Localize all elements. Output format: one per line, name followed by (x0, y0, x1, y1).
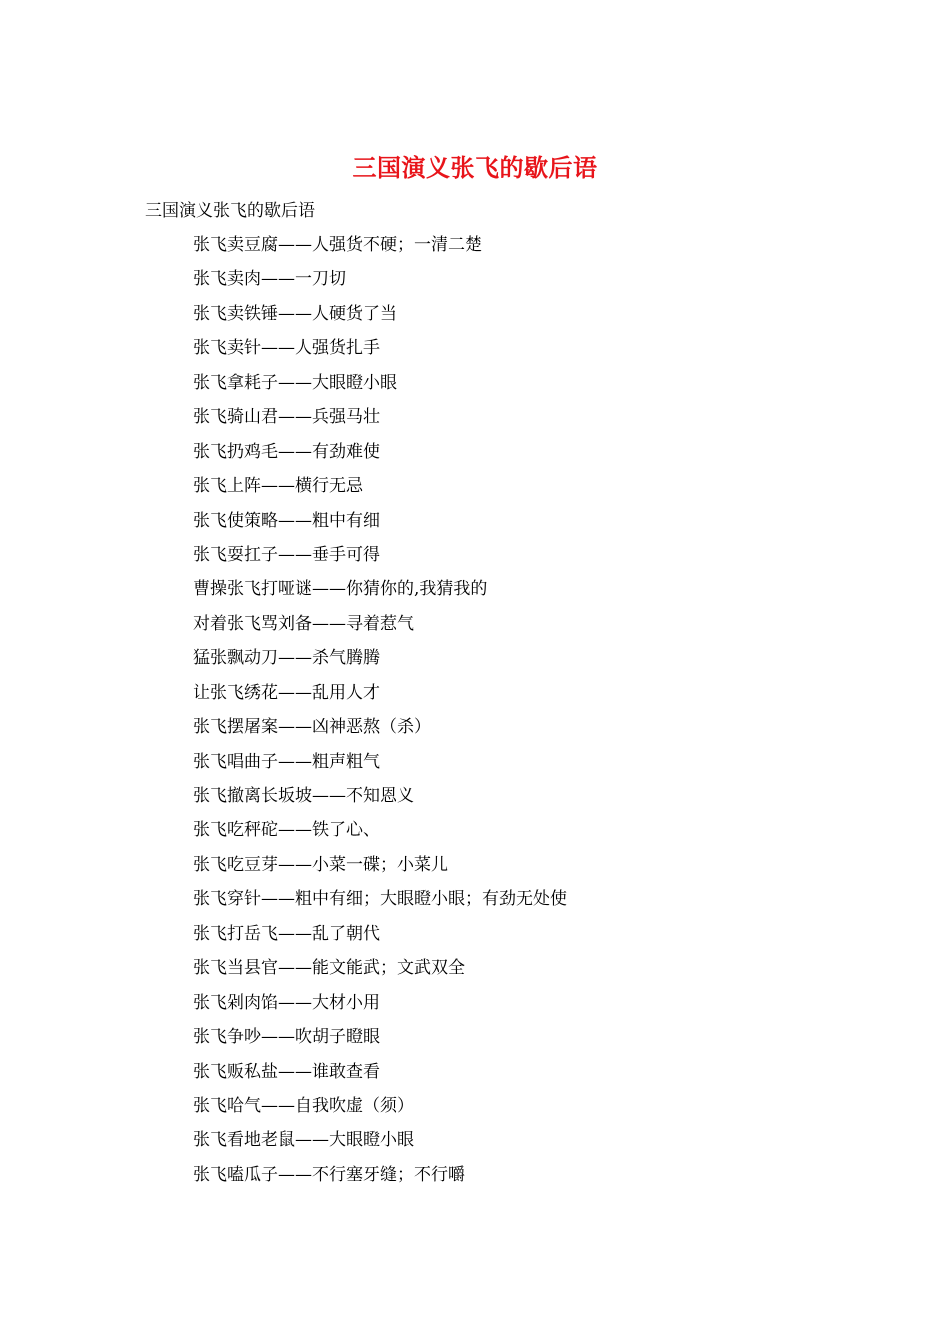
list-item: 张飞拿耗子——大眼瞪小眼 (193, 372, 397, 393)
list-item: 曹操张飞打哑谜——你猜你的,我猜我的 (193, 579, 488, 600)
list-item: 张飞穿针——粗中有细；大眼瞪小眼；有劲无处使 (193, 889, 567, 910)
list-item: 张飞打岳飞——乱了朝代 (193, 923, 380, 944)
list-item: 猛张飘动刀——杀气腾腾 (193, 648, 380, 669)
list-item: 张飞贩私盐——谁敢查看 (193, 1061, 380, 1082)
list-item: 张飞卖豆腐——人强货不硬；一清二楚 (193, 235, 482, 255)
list-item: 对着张飞骂刘备——寻着惹气 (193, 613, 414, 634)
list-item: 让张飞绣花——乱用人才 (193, 682, 380, 703)
list-item: 张飞争吵——吹胡子瞪眼 (193, 1027, 380, 1048)
proverb-list (193, 233, 567, 1197)
list-item: 张飞吃豆芽——小菜一碟；小菜儿 (193, 854, 448, 875)
list-item: 张飞摆屠案——凶神恶熬（杀） (193, 717, 431, 738)
list-item: 张飞吃秤砣——铁了心、 (193, 820, 380, 841)
list-item: 张飞看地老鼠——大眼瞪小眼 (193, 1130, 414, 1151)
list-item: 张飞剁肉馅——大材小用 (193, 992, 380, 1013)
list-item: 张飞使策略——粗中有细 (193, 510, 380, 531)
list-item: 张飞上阵——横行无忌 (193, 476, 363, 497)
list-item: 张飞哈气——自我吹虚（须） (193, 1095, 414, 1116)
document-title: 三国演义张飞的歇后语 (352, 153, 598, 182)
list-item: 张飞卖铁锤——人硬货了当 (193, 303, 397, 324)
document-subtitle: 三国演义张飞的歇后语 (145, 201, 315, 221)
list-item: 张飞扔鸡毛——有劲难使 (193, 441, 380, 462)
list-item: 张飞唱曲子——粗声粗气 (193, 751, 380, 772)
list-item: 张飞耍扛子——垂手可得 (193, 544, 380, 565)
list-item: 张飞卖针——人强货扎手 (193, 338, 380, 359)
list-item: 张飞嗑瓜子——不行塞牙缝；不行嚼 (193, 1164, 465, 1185)
list-item: 张飞骑山君——兵强马壮 (193, 407, 380, 428)
list-item: 张飞卖肉——一刀切 (193, 269, 346, 290)
list-item: 张飞撤离长坂坡——不知恩义 (193, 786, 414, 806)
list-item: 张飞当县官——能文能武；文武双全 (193, 958, 465, 979)
